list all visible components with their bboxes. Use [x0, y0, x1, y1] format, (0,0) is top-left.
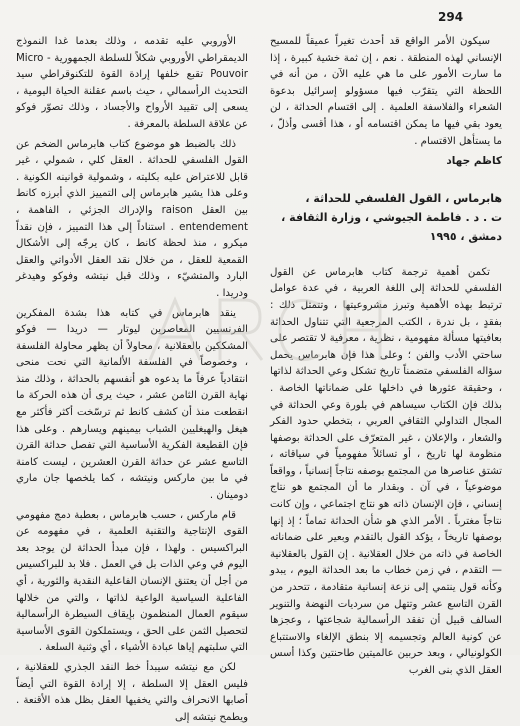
book-translator: ت . د . فاطمة الجيوشي ، وزارة الثقافة ، [281, 210, 502, 224]
book-header [270, 190, 502, 245]
left-column [16, 34, 249, 723]
article-author: كاظم جهاد [446, 155, 502, 168]
book-title: هابرماس ، القول الفلسفي للحداثة ، [305, 191, 502, 205]
page-number: 294 [438, 10, 464, 24]
body-paragraph: تكمن أهمية ترجمة كتاب هابرماس عن القول الفلسفي للحداثة إلى اللغة العربية ، في عدة عوامل ترتبط بهذه الأهمية وتبرز مشروعيتها ، وتتمثل ذلك : بفقدٍ ، بل ندرة ، الكتب المرجعية التي تتناول الحداثة بعافيتها مسألة مفهومية ، نظرية ، معرفية لا تقتصر على ساحتي الأدب والفن ؛ وعلى هذا فإن هابرماس يحمل سؤاله الفلسفي متضمناً تاريخ تشكل وعي الحداثة لذاتها ، وحقيقة عثورها في داخلها على ضماناتها الخاصة . بذلك فإن الكتاب سيساهم في بلورة وعي الحداثة في المجال التداولي الثقافي العربي ، بتخطي حدود الفكر والشعار ، والإعلان ، غير المتعرّف على الحداثة بوصفها منظومة لها تاريخ ، أو تسائلاً مفهومياً في سياقاته ، تشتق عناصرها من المجتمع بوصفه نتاجاً إنسانياً ، وواقعاً موضوعياً ، في آن . وبقدار ما أن المجتمع هو نتاج إنساني ، فإن الإنسان ذاته هو نتاج اجتماعي ، وإن كانت نتاجاً مغترباً . الأمر الذي هو شأن الحداثة تماماً ؛ إذ إنها بوصفها تاريخاً ، يؤكد القول بالتقدم وبعير على ضماناته الخاصة في ذاته من خلال العقلانية . إن القول بالعقلانية — التقدم ، في زمن خطاب ما بعد الحداثة اليوم ، يبدو وكأنه قول ينتمي إلى نزعة إنسانية متقادمة ، تتحدر من القرن التاسع عشر وتتهل من سرديات النهضة والتنوير السالف قبيل أن تفقد الرأسمالية شجاعتها ، وعجزها عن كونية العالم وتجسيمه إلا بنطق الإلغاء والاستتباع الكولونيالي ، وبعد حربين عالميتين طاحنتين وكذا أسس العقل الذي بنى الغرب [270, 266, 502, 676]
right-column [270, 34, 502, 676]
intro-paragraph: سيكون الأمر الواقع قد أحدث تغيراً عميقاً للمسيح الإنساني لهذه المنطقة . نعم ، إن ثمة خشية كبيرة ، إذا ما سارت الأمور على ما هي عليه الآن ، من أنه في اللحظة التي يتقرّب فيها مسؤولو إسرائيل بدعوة الشعراء والفلاسفة العلمية . إلى اقتسام الحداثة ، لن يعود بقي فيها ما يمكن اقتسامه أو ، هذا أقسى وأذلّ ، ما يستأهل الاقتسام . [270, 36, 502, 147]
body-paragraph: قام ماركس ، حسب هابرماس ، بعطبة دمج مفهومي القوى الإنتاجية والتقنية العلمية ، في مفهومه عن البراكسيس . ولهذا ، فإن مبدأ الحداثة لن يوجد بعد اليوم في وعي الذات بل في العمل . فلا بد للبراكسيس من أجل أن يعتنق الإنسان الفاعلية النقدية والثورية ، أي الفاعلية السياسية الواعية لذاتها ، والتي من خلالها سيقوم العمال المنظمون بإيقاف السيطرة الرأسمالية لتحصيل الثمن على الحق ، ويستملكون القوى الأساسية التي سلبتهم إياها عبادة الأشياء ، أي وثنية السلعة . [16, 509, 248, 654]
body-paragraph: ينقد هابرماس في كتابه هذا بشدة المفكرين الفرنسيين المعاصرين ليوتار — دريدا — فوكو المشككين بالعقلانية ، محاولاً أن يظهر محاولة الفلسفة ، وخصوصاً في الفلسفة الألمانية التي نحت منحى انتقادياً عرفاً ما يدعوه هو أنفسهم بالحداثة ، وذلك منذ نهاية القرن الثامن عشر ، حيث يرى أن هذه الحركة ما انقطعت منذ أن كشف كانط ثم ترسّخت أكثر فأكثر مع هيغل والهيغليين الشباب بيمينهم ويسارهم . وعلى هذا فإن القطيعة الفكرية الأساسية التي تفصل حداثة القرن التاسع عشر عن حداثة القرن العشرين ، ليست كامنة في ما بين ماركس ونيتشه ، كما يلخصها جان ماري دومينان . [16, 307, 248, 502]
body-paragraph: ذلك بالضبط هو موضوع كتاب هابرماس الضخم عن القول الفلسفي للحداثة . العقل كلي ، شمولي ، غير قابل للاعتراض عليه بكليته ، وشمولية قوانينه الكونية . وعلى هذا يشير هابرماس إلى التمييز الذي أبرزه كانط بين العقل raison والإدراك الجزئي ، الفاهمة ، entendement . استناداً إلى هذا التمييز ، فإن نقداً ميكرو ، منذ لحظة كانط ، كان يرجّه إلى الأشكال القمعية للعقل ، من خلال نقد العقل الأدواتي والعقل البارد والمتشيّء ، وذلك قبل نيتشه وفوكو وهيدغر ودريدا . [16, 138, 248, 299]
body-paragraph: الأوروبي عليه تقدمه ، وذلك بعدما غدا النموذج الديمقراطي الأوروبي شكلاً للسلطة الجمهورية Micro - Pouvoir تقبع خلفها إرادة القوة للتكنوقراطي سيد التحديث الرأسمالي ، حيث باسم عقلنة الحياة اليومية ، يسعى إلى تقييد الأرواح والأجساد ، وذلك تصوّر فوكو عن علاقة السلطة بالمعرفة . [16, 36, 249, 130]
body-paragraph: لكن مع نيتشه سيبدأ خط النقد الجذري للعقلانية ، فليس العقل إلا السلطة ، إلا إرادة القوة التي أيضاً أصابها الانحراف والتي يخفيها العقل بظل هذه الأقنعة . ويطمح نيتشه إلى [16, 661, 248, 723]
book-place-year: دمشق ، ١٩٩٥ [429, 229, 502, 243]
